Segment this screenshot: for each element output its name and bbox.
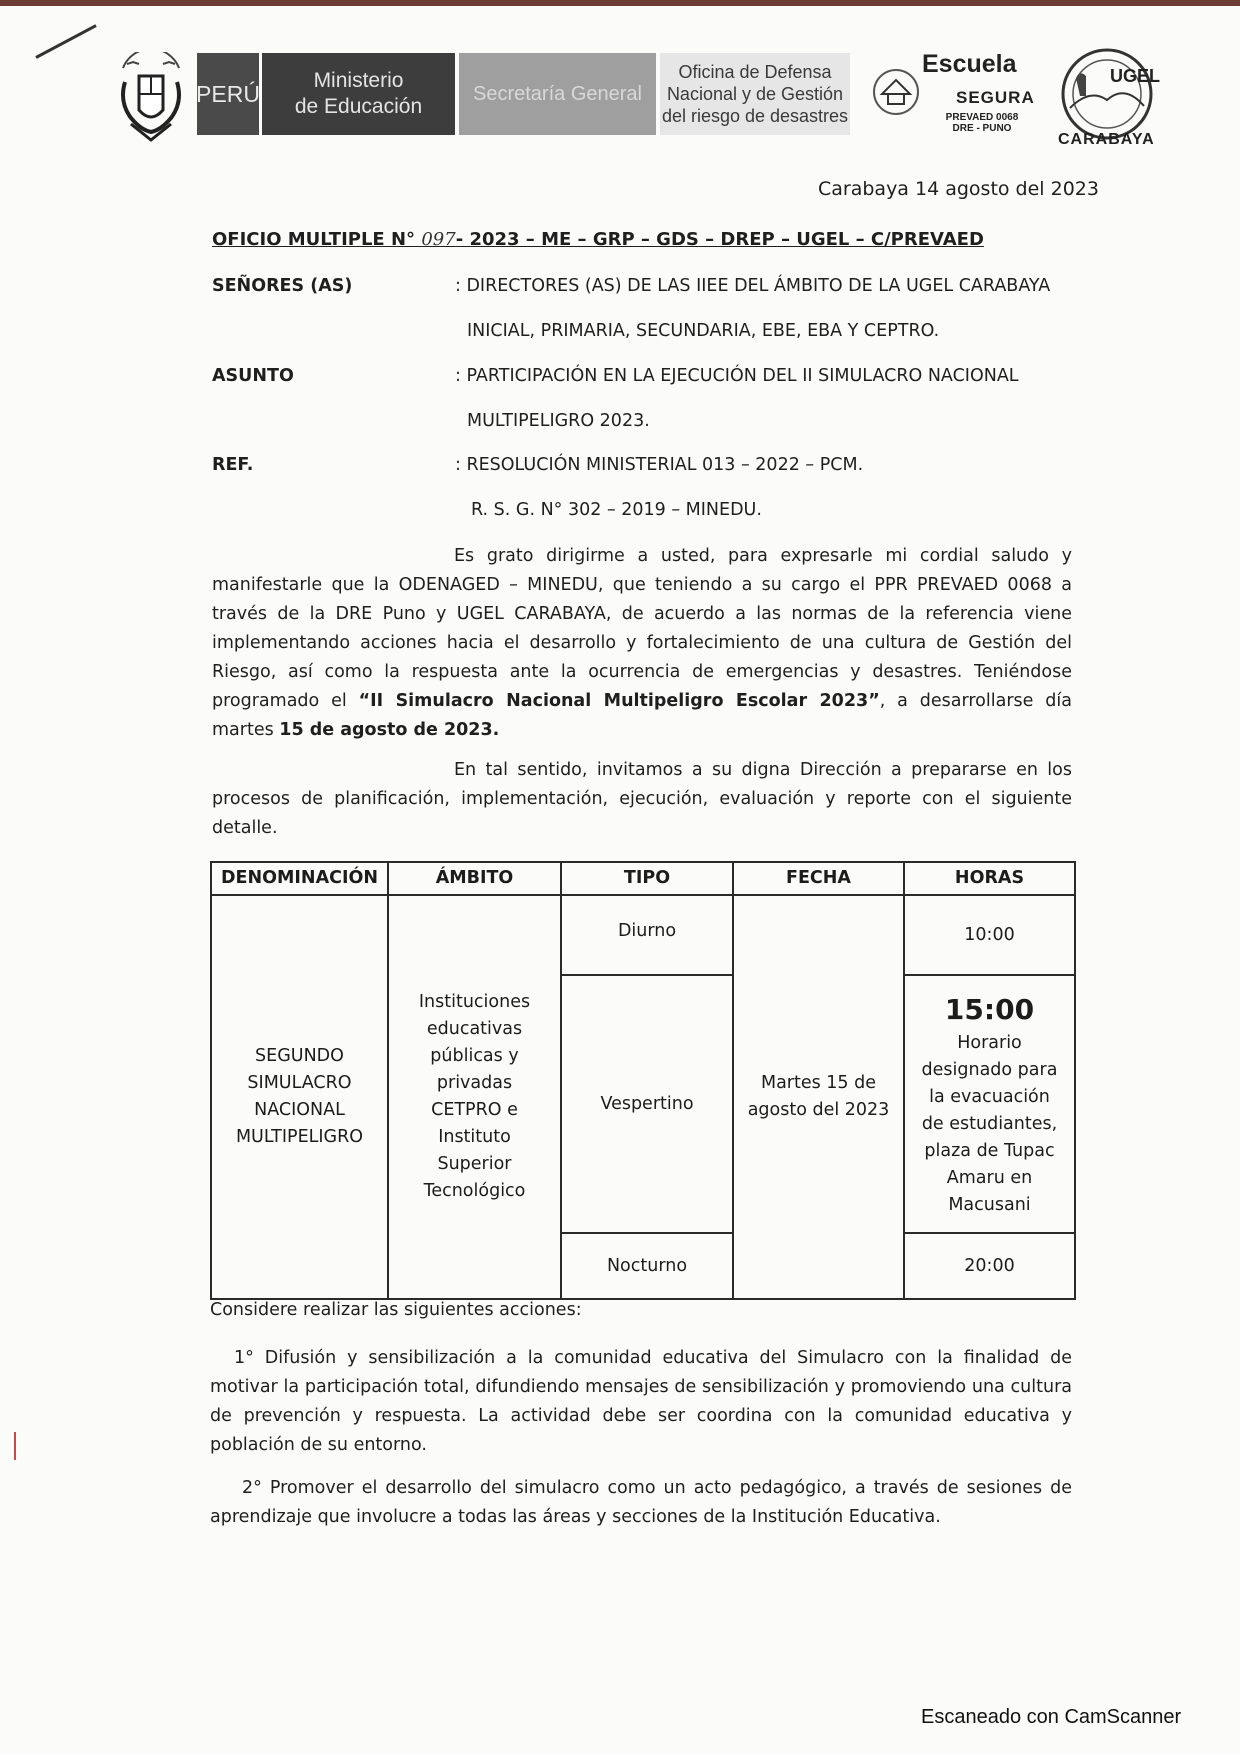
ambito-line: Superior (437, 1154, 512, 1174)
table-row (211, 895, 1075, 975)
cell-horas-vespertino (904, 975, 1075, 1233)
ambito-line: educativas (426, 1019, 523, 1039)
ambito-line: públicas y (430, 1046, 519, 1066)
camscanner-watermark: Escaneado con CamScanner (921, 1706, 1182, 1728)
senores-line2: INICIAL, PRIMARIA, SECUNDARIA, EBE, EBA Y CEPTRO. (467, 321, 940, 341)
cell-denominacion (211, 895, 388, 1299)
header-tipo: TIPO (561, 862, 733, 895)
paragraph-intro-bold-title: “II Simulacro Nacional Multipeligro Escolar 2023” (358, 691, 880, 711)
ambito-line: Tecnológico (423, 1181, 526, 1201)
asunto-line1: : PARTICIPACIÓN EN LA EJECUCIÓN DEL II SIMULACRO NACIONAL (455, 366, 1019, 386)
paragraph-intro-text: Es grato dirigirme a usted, para expresarle mi cordial saludo y manifestarle que la ODENAGED – MINEDU, que teniendo a su cargo el PPR PREVAED 0068 a través de la DRE Puno y UGEL CARABAYA, de acuerdo a las normas de la referencia viene implementando acciones hacia el desarrollo y fortalecimiento de una cultura de Gestión del Riesgo, así como la respuesta ante la ocurrencia de emergencias y desastres. Teniéndose programado el (212, 546, 1072, 711)
escuela-segura-icon (868, 62, 924, 118)
paragraph-intro-bold-date: 15 de agosto de 2023. (279, 720, 500, 740)
denominacion-line: SEGUNDO (255, 1046, 344, 1066)
cell-horas-diurno: 10:00 (904, 895, 1075, 975)
oficina-line2: Nacional y de Gestión (666, 84, 844, 104)
action-item-2 (210, 1474, 1072, 1532)
ref-label: REF. (212, 455, 254, 475)
peru-label: PERÚ (197, 53, 259, 135)
secretaria-label: Secretaría General (459, 53, 656, 135)
oficina-line3: del riesgo de desastres (661, 106, 849, 126)
cell-tipo-diurno: Diurno (561, 895, 733, 975)
scan-top-edge (0, 0, 1240, 6)
paragraph-invitation (212, 756, 1072, 843)
pen-mark (35, 24, 96, 59)
oficio-prefix: OFICIO MULTIPLE N° (212, 229, 416, 250)
ministerio-box (262, 53, 455, 135)
action-item-2-text: 2° Promover el desarrollo del simulacro como un acto pedagógico, a través de sesiones de aprendizaje que involucre a todas las áreas y secciones de la Institución Educativa. (210, 1478, 1072, 1527)
prevaed-label: PREVAED 0068 (945, 112, 1019, 123)
ambito-line: Instituto (438, 1127, 511, 1147)
horas-note-line: de estudiantes, (921, 1113, 1058, 1134)
horas-note-line: Amaru en (946, 1167, 1033, 1188)
action-item-1 (210, 1344, 1072, 1460)
paragraph-intro-mid: , a desarrollarse día martes (212, 691, 1072, 740)
horas-note-line: la evacuación (929, 1086, 1050, 1107)
cell-fecha (733, 895, 904, 1299)
horas-note-line: Horario (957, 1032, 1022, 1053)
ambito-line: privadas (436, 1073, 513, 1093)
fecha-line: Martes 15 de (760, 1073, 877, 1093)
simulacro-table (210, 861, 1076, 1300)
senores-label: SEÑORES (AS) (212, 276, 353, 296)
paragraph-intro (212, 542, 1072, 745)
oficio-title (212, 229, 984, 250)
peru-coat-of-arms-icon (113, 52, 189, 146)
paragraph-invitation-text: En tal sentido, invitamos a su digna Dirección a prepararse en los procesos de planificación, implementación, ejecución, evaluación y reporte con el siguiente detalle. (212, 760, 1072, 838)
dre-label: DRE - PUNO (952, 123, 1012, 134)
denominacion-line: SIMULACRO (247, 1073, 352, 1093)
considere-heading: Considere realizar las siguientes acciones: (210, 1300, 582, 1320)
asunto-label: ASUNTO (212, 366, 294, 386)
cell-ambito (388, 895, 561, 1299)
header-horas: HORAS (904, 862, 1075, 895)
horas-note-line: designado para (921, 1059, 1058, 1080)
oficina-box (660, 53, 850, 135)
oficio-number: 097 (421, 229, 456, 250)
cell-tipo-vespertino: Vespertino (561, 975, 733, 1233)
cell-tipo-nocturno: Nocturno (561, 1233, 733, 1299)
escuela-segura: SEGURA (956, 88, 1035, 107)
document-date: Carabaya 14 agosto del 2023 (818, 178, 1099, 200)
fecha-line: agosto del 2023 (747, 1100, 890, 1120)
header-ambito: ÁMBITO (388, 862, 561, 895)
header-denominacion: DENOMINACIÓN (211, 862, 388, 895)
oficio-suffix: - 2023 – ME – GRP – GDS – DREP – UGEL – C/PREVAED (455, 229, 984, 250)
escuela-prevaed (937, 112, 1027, 134)
ref-line2: R. S. G. N° 302 – 2019 – MINEDU. (471, 500, 762, 520)
senores-line1: : DIRECTORES (AS) DE LAS IIEE DEL ÁMBITO DE LA UGEL CARABAYA (455, 276, 1051, 296)
horas-note-line: plaza de Tupac (924, 1140, 1055, 1161)
ministerio-line2: de Educación (294, 95, 423, 118)
ref-line1: : RESOLUCIÓN MINISTERIAL 013 – 2022 – PCM. (455, 455, 864, 475)
oficina-line1: Oficina de Defensa (678, 62, 832, 82)
table-header-row (211, 862, 1075, 895)
ministerio-line1: Ministerio (313, 69, 404, 92)
ugel-logo-text: UGEL (1110, 66, 1161, 86)
horas-vespertino-time: 15:00 (944, 992, 1035, 1026)
header-fecha: FECHA (733, 862, 904, 895)
horas-note-line: Macusani (948, 1194, 1031, 1215)
ambito-line: Instituciones (418, 992, 531, 1012)
carabaya-label: CARABAYA (1058, 131, 1155, 148)
ambito-line: CETPRO e (431, 1100, 518, 1120)
escuela-title: Escuela (922, 50, 1017, 78)
denominacion-line: MULTIPELIGRO (235, 1127, 364, 1147)
scan-edge-mark (14, 1432, 16, 1460)
asunto-line2: MULTIPELIGRO 2023. (467, 411, 650, 431)
cell-horas-nocturno: 20:00 (904, 1233, 1075, 1299)
denominacion-line: NACIONAL (254, 1100, 345, 1120)
action-item-1-text: 1° Difusión y sensibilización a la comunidad educativa del Simulacro con la finalidad de motivar la participación total, difundiendo mensajes de sensibilización y promoviendo una cultura de prevención y respuesta. La actividad debe ser coordina con la comunidad educativa y población de su entorno. (210, 1348, 1072, 1455)
